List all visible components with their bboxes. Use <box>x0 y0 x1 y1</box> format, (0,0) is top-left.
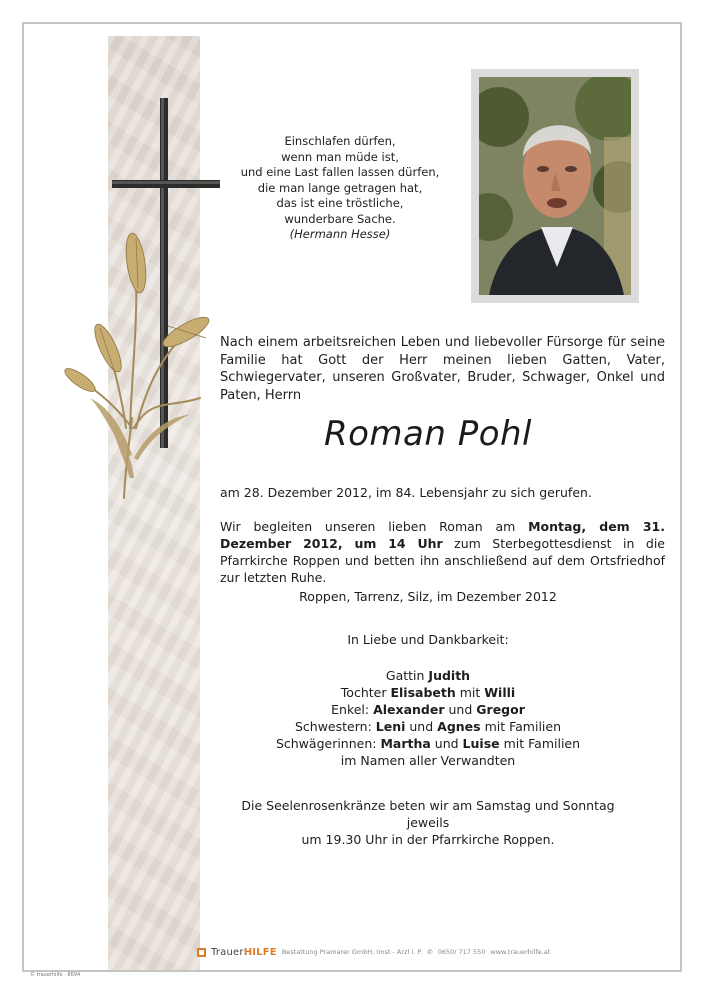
family-list <box>220 667 636 769</box>
phone-number: 0650/ 717 550 <box>437 948 486 956</box>
intro-text: Nach einem arbeitsreichen Leben und liebevoller Fürsorge für seine Familie hat Gott der Herr meinen lieben Gatten, Vater, Schwiegervater, unseren Großvater, Bruder, Schwager, Onkel und Paten, Herrn <box>220 335 665 403</box>
poem-line: das ist eine tröstliche, <box>276 196 404 210</box>
family-line: im Namen aller Verwandten <box>340 753 516 768</box>
poem-line: wenn man müde ist, <box>281 149 399 164</box>
family-line: Schwestern: Leni und Agnes mit Familien <box>294 719 562 734</box>
funeral-details <box>220 518 665 586</box>
funeral-date: Montag, dem 31. Dezember 2012, um 14 Uhr <box>220 519 665 551</box>
passing-date: am 28. Dezember 2012, im 84. Lebensjahr zu sich gerufen. <box>220 485 592 500</box>
company-name: Bestattung Pramarer GmbH, Imst - Arzl i. P. <box>281 948 423 956</box>
copyright: © trauerhilfe · 8694 <box>30 972 81 978</box>
rosary-line: um 19.30 Uhr in der Pfarrkirche Roppen. <box>301 832 555 847</box>
website-link[interactable]: www.trauerhilfe.at <box>490 948 551 956</box>
family-line: Gattin Judith <box>385 668 471 683</box>
portrait-frame <box>471 69 639 303</box>
portrait-photo <box>479 77 631 295</box>
poem-line: wunderbare Sache. <box>284 211 396 226</box>
family-line: Tochter Elisabeth mit Willi <box>340 685 516 700</box>
poem-line: die man lange getragen hat, <box>257 180 423 195</box>
brand-name: TrauerHILFE <box>211 946 277 958</box>
cross-wheat-icon <box>50 98 220 508</box>
trauerhilfe-logo-icon <box>197 948 206 957</box>
poem-author: (Hermann Hesse) <box>289 227 391 241</box>
poem <box>234 134 446 243</box>
thanks-line: In Liebe und Dankbarkeit: <box>347 632 509 647</box>
family-line: Enkel: Alexander und Gregor <box>331 702 525 717</box>
family-line: Schwägerinnen: Martha und Luise mit Familien <box>275 736 581 751</box>
phone-icon: ✆ <box>427 948 433 956</box>
rosary-line: Die Seelenrosenkränze beten wir am Samstag und Sonntag jeweils <box>241 798 615 830</box>
place-date: Roppen, Tarrenz, Silz, im Dezember 2012 <box>299 589 557 604</box>
funeral-text: zum Sterbegottesdienst in die Pfarrkirche Roppen und betten ihn anschließend auf dem Ortsfriedhof zur letzten Ruhe. <box>220 536 665 585</box>
poem-line: und eine Last fallen lassen dürfen, <box>240 165 440 179</box>
deceased-name: Roman Pohl <box>323 414 533 454</box>
rosary-notice <box>220 797 636 848</box>
footer <box>197 945 550 959</box>
funeral-text: Wir begleiten unseren lieben Roman am <box>220 519 529 534</box>
portrait-illustration <box>479 77 631 295</box>
obituary-frame <box>22 22 682 972</box>
poem-line: Einschlafen dürfen, <box>284 134 396 148</box>
